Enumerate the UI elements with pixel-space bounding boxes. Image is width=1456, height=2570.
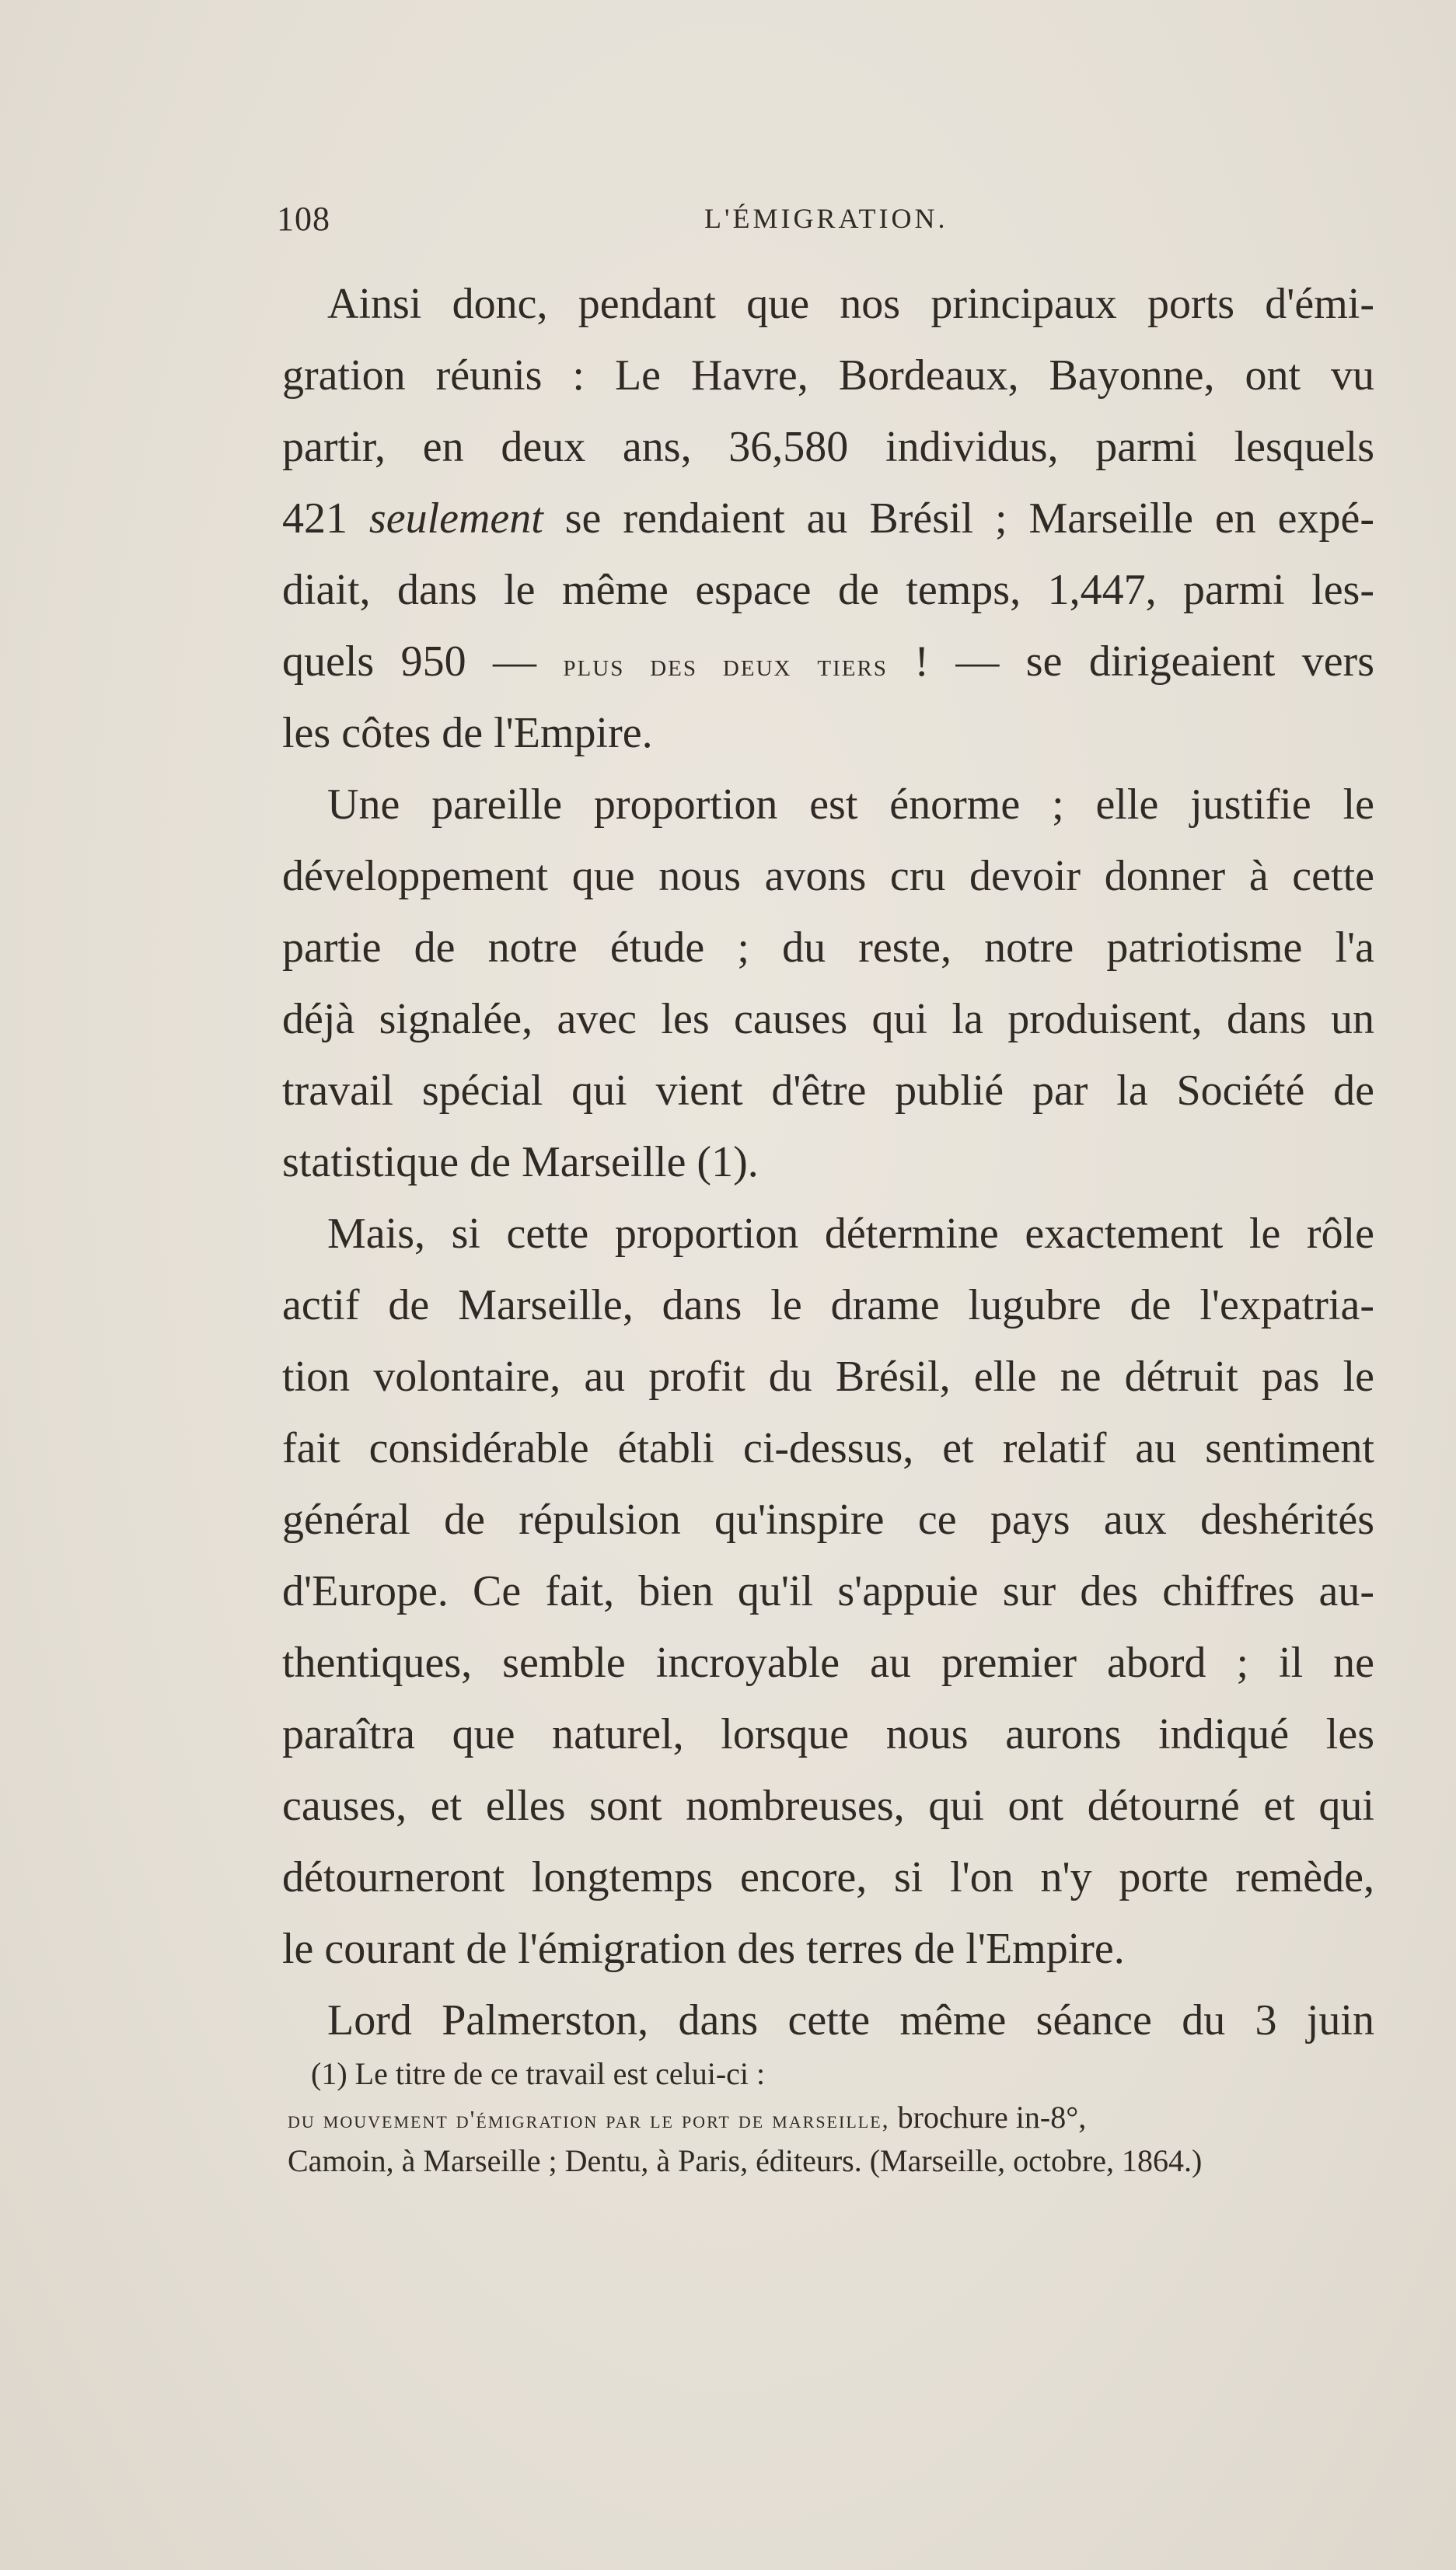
text-line: partie de notre étude ; du reste, notre patriotisme l'a bbox=[282, 924, 1374, 972]
text-fragment: 421 bbox=[282, 494, 347, 543]
text-line: partir, en deux ans, 36,580 individus, parmi lesquels bbox=[282, 423, 1374, 471]
text-line: le courant de l'émigration des terres de l'Empire. bbox=[282, 1925, 1125, 1973]
footnote-line: Camoin, à Marseille ; Dentu, à Paris, éditeurs. (Marseille, octobre, 1864.) bbox=[288, 2143, 1203, 2178]
text-line: statistique de Marseille (1). bbox=[282, 1138, 759, 1186]
text-line: Une pareille proportion est énorme ; elle justifie le bbox=[327, 780, 1374, 829]
text-line: tion volontaire, au profit du Brésil, elle ne détruit pas le bbox=[282, 1353, 1374, 1401]
page-header bbox=[277, 199, 1365, 246]
text-line bbox=[282, 626, 1374, 697]
text-line: thentiques, semble incroyable au premier abord ; il ne bbox=[282, 1639, 1374, 1687]
text-line: fait considérable établi ci-dessus, et relatif au sentiment bbox=[282, 1424, 1374, 1472]
text-line: d'Europe. Ce fait, bien qu'il s'appuie sur des chiffres au- bbox=[282, 1567, 1374, 1615]
text-line bbox=[282, 483, 1374, 554]
text-line: général de répulsion qu'inspire ce pays aux deshérités bbox=[282, 1496, 1374, 1544]
small-caps-phrase: plus des deux tiers bbox=[563, 648, 888, 683]
text-line: Lord Palmerston, dans cette même séance du 3 juin bbox=[327, 1996, 1374, 2044]
body-text bbox=[282, 268, 1374, 2056]
text-line: travail spécial qui vient d'être publié par la Société de bbox=[282, 1067, 1374, 1115]
text-fragment: ! — se dirigeaient vers bbox=[914, 637, 1374, 686]
running-title: L'ÉMIGRATION. bbox=[704, 203, 948, 234]
text-fragment: quels 950 — bbox=[282, 637, 537, 686]
footnote-title-small-caps: du mouvement d'émigration par le port de marseille, bbox=[288, 2105, 890, 2133]
text-fragment: se rendaient au Brésil ; Marseille en expé- bbox=[564, 494, 1375, 543]
footnote-line bbox=[288, 2096, 1376, 2139]
emphasis-seulement: seulement bbox=[368, 494, 543, 543]
text-line: les côtes de l'Empire. bbox=[282, 709, 653, 757]
text-line: actif de Marseille, dans le drame lugubre de l'expatria- bbox=[282, 1281, 1374, 1329]
text-line: déjà signalée, avec les causes qui la produisent, dans un bbox=[282, 995, 1374, 1043]
text-line: gration réunis : Le Havre, Bordeaux, Bayonne, ont vu bbox=[282, 351, 1374, 400]
page-number: 108 bbox=[277, 200, 330, 238]
text-line: paraîtra que naturel, lorsque nous aurons indiqué les bbox=[282, 1710, 1374, 1758]
footnote-line: (1) Le titre de ce travail est celui-ci : bbox=[311, 2056, 766, 2091]
text-line: Ainsi donc, pendant que nos principaux ports d'émi- bbox=[327, 280, 1374, 328]
text-line: Mais, si cette proportion détermine exactement le rôle bbox=[327, 1210, 1374, 1258]
text-fragment: brochure in-8°, bbox=[897, 2100, 1087, 2135]
text-line: détourneront longtemps encore, si l'on n'y porte remède, bbox=[282, 1853, 1374, 1901]
footnote bbox=[288, 2052, 1376, 2183]
text-line: diait, dans le même espace de temps, 1,447, parmi les- bbox=[282, 566, 1374, 614]
text-line: causes, et elles sont nombreuses, qui ont détourné et qui bbox=[282, 1782, 1374, 1830]
text-line: développement que nous avons cru devoir donner à cette bbox=[282, 852, 1374, 900]
